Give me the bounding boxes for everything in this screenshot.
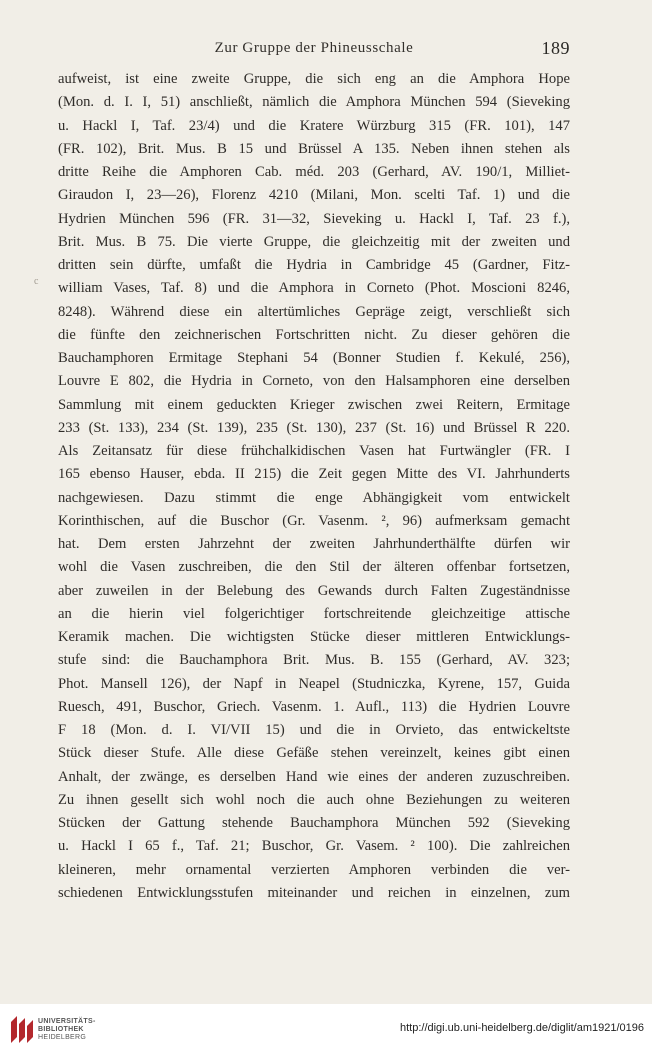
text-line: Louvre E 802, die Hydria in Corneto, von den Halsamphoren eine derselben xyxy=(58,373,570,390)
text-line: aber zuweilen in der Belebung des Gewands durch Falten Zugeständnisse xyxy=(58,582,570,599)
text-line: Korinthischen, auf die Buschor (Gr. Vasenm. ², 96) aufmerksam gemacht xyxy=(58,512,570,529)
text-line: Als Zeitansatz für diese frühchalkidischen Vasen hat Furtwängler (FR. I xyxy=(58,443,570,459)
text-line: (FR. 102), Brit. Mus. B 15 und Brüssel A 135. Neben ihnen stehen als xyxy=(58,140,570,157)
library-logo-text xyxy=(38,1018,96,1042)
text-line: 165 ebenso Hauser, ebda. II 215) die Zeit gegen Mitte des VI. Jahrhunderts xyxy=(58,466,570,483)
text-line: william Vases, Taf. 8) und die Amphora in Corneto (Phot. Moscioni 8246, xyxy=(58,280,570,297)
text-line: kleineren, mehr ornamental verzierten Amphoren verbinden die ver- xyxy=(58,861,570,878)
text-line: Brit. Mus. B 75. Die vierte Gruppe, die gleichzeitig mit der zweiten und xyxy=(58,233,570,250)
text-line: Keramik machen. Die wichtigsten Stücke dieser mittleren Entwicklungs- xyxy=(58,629,570,645)
page-number: 189 xyxy=(541,38,570,58)
text-line: Stücken der Gattung stehende Bauchamphora München 592 (Sieveking xyxy=(58,815,570,831)
text-line: an die hierin viel folgerichtiger fortschreitende gleichzeitige attische xyxy=(58,605,570,622)
library-logo-icon xyxy=(8,1012,34,1046)
text-line: aufweist, ist eine zweite Gruppe, die sich eng an die Amphora Hope xyxy=(58,71,570,87)
text-line: Giraudon I, 23—26), Florenz 4210 (Milani, Mon. scelti Taf. 1) und die xyxy=(58,187,570,204)
library-logo xyxy=(8,1012,108,1048)
logo-line: BIBLIOTHEK xyxy=(38,1026,84,1033)
text-line: stufe sind: die Bauchamphora Brit. Mus. B. 155 (Gerhard, AV. 323; xyxy=(58,652,570,669)
text-line: hat. Dem ersten Jahrzehnt der zweiten Jahrhunderthälfte dürfen wir xyxy=(58,536,570,552)
text-line: Sammlung mit einem geduckten Krieger zwischen zwei Reitern, Ermitage xyxy=(58,396,570,413)
page-header xyxy=(58,40,570,64)
text-line: Ruesch, 491, Buschor, Griech. Vasenm. 1. Aufl., 113) die Hydrien Louvre xyxy=(58,698,570,715)
text-line: 233 (St. 133), 234 (St. 139), 235 (St. 130), 237 (St. 16) und Brüssel R 220. xyxy=(58,419,570,436)
running-title: Zur Gruppe der Phineusschale xyxy=(214,40,414,56)
logo-line: HEIDELBERG xyxy=(38,1034,87,1041)
text-line: Zu ihnen gesellt sich wohl noch die auch ohne Beziehungen zu weiteren xyxy=(58,791,570,808)
source-url-link[interactable]: http://digi.ub.uni-heidelberg.de/diglit/am1921/0196 xyxy=(399,1022,644,1034)
text-line: nachgewiesen. Dazu stimmt die enge Abhängigkeit vom entwickelt xyxy=(58,489,570,506)
text-line: schiedenen Entwicklungsstufen miteinander und reichen in einzelnen, zum xyxy=(58,884,570,901)
body-text xyxy=(58,68,570,905)
text-line: F 18 (Mon. d. I. VI/VII 15) und die in Orvieto, das entwickeltste xyxy=(58,722,570,738)
text-line: Bauchamphoren Ermitage Stephani 54 (Bonner Studien f. Kekulé, 256), xyxy=(58,350,570,366)
text-line: u. Hackl I, Taf. 23/4) und die Kratere Würzburg 315 (FR. 101), 147 xyxy=(58,117,570,134)
logo-line: UNIVERSITÄTS- xyxy=(38,1018,96,1025)
text-line: Stück dieser Stufe. Alle diese Gefäße stehen vereinzelt, keines gibt einen xyxy=(58,745,570,762)
text-line: 8248). Während diese ein altertümliches Gepräge zeigt, verschließt sich xyxy=(58,303,570,320)
footer-bar xyxy=(0,1004,652,1052)
text-line: wohl die Vasen zuschreiben, die den Stil der älteren offenbar fortsetzen, xyxy=(58,559,570,576)
text-line: (Mon. d. I. I, 51) anschließt, nämlich die Amphora München 594 (Sieveking xyxy=(58,94,570,111)
text-line: Anhalt, der zwänge, es derselben Hand wie eines der anderen zuzuschreiben. xyxy=(58,768,570,785)
text-line: Hydrien München 596 (FR. 31—32, Sieveking u. Hackl I, Taf. 23 f.), xyxy=(58,210,570,227)
text-line: die fünfte den zeichnerischen Fortschritten nicht. Zu dieser gehören die xyxy=(58,326,570,343)
text-line: Phot. Mansell 126), der Napf in Neapel (Studniczka, Kyrene, 157, Guida xyxy=(58,675,570,692)
margin-mark: c xyxy=(34,276,39,287)
text-line: u. Hackl I 65 f., Taf. 21; Buschor, Gr. Vasem. ² 100). Die zahlreichen xyxy=(58,838,570,855)
text-line: dritte Reihe die Amphoren Cab. méd. 203 (Gerhard, AV. 190/1, Milliet- xyxy=(58,164,570,180)
text-line: dritten sein dürfte, umfaßt die Hydria in Cambridge 45 (Gardner, Fitz- xyxy=(58,257,570,273)
